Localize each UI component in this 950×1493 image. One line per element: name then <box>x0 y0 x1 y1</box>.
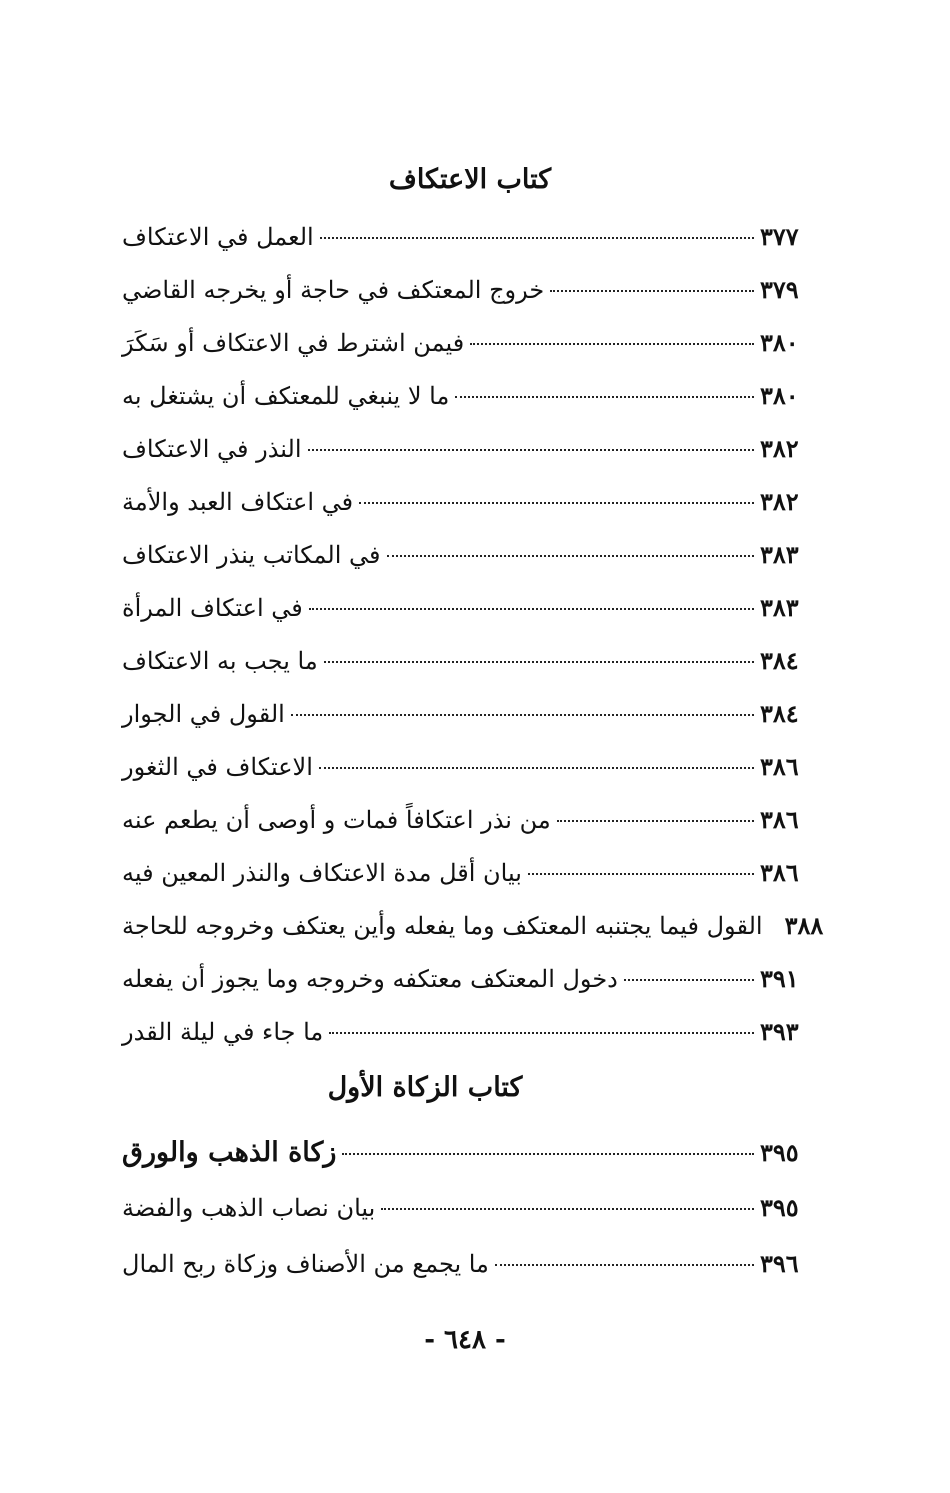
toc-entry <box>122 911 824 964</box>
toc-entry-title: في اعتكاف العبد والأمة <box>122 488 354 516</box>
toc-entry-title: الاعتكاف في الثغور <box>122 753 313 781</box>
toc-entry-page: ٣٧٧ <box>760 222 799 251</box>
dot-leader <box>342 1153 754 1155</box>
toc-entry <box>122 699 812 752</box>
toc-entry-page: ٣٨٢ <box>760 487 799 516</box>
toc-entry-title: من نذر اعتكافاً فمات و أوصى أن يطعم عنه <box>122 806 551 834</box>
dot-leader <box>359 502 754 504</box>
dot-leader <box>470 343 754 345</box>
toc-entry-title: العمل في الاعتكاف <box>122 223 314 251</box>
toc-entry <box>122 434 812 487</box>
toc-entry-title: القول في الجوار <box>122 700 285 728</box>
toc-entry-title: القول فيما يجتنبه المعتكف وما يفعله وأين يعتكف وخروجه للحاجة <box>122 912 763 940</box>
toc-entry-page: ٣٩٥ <box>760 1138 799 1167</box>
toc-entry <box>122 540 812 593</box>
toc-entry-title: ما جاء في ليلة القدر <box>122 1018 324 1046</box>
toc-entry <box>122 487 812 540</box>
toc-entry <box>122 381 812 434</box>
toc-entry <box>122 328 812 381</box>
toc-list-itikaf <box>122 222 824 1070</box>
dot-leader <box>324 661 754 663</box>
toc-entry-title: فيمن اشترط في الاعتكاف أو سَكَرَ <box>122 329 465 357</box>
dot-leader <box>320 237 754 239</box>
toc-entry-page: ٣٨٠ <box>760 328 799 357</box>
section-title-zakat: كتاب الزكاة الأول <box>327 1072 523 1103</box>
toc-entry <box>122 1017 812 1070</box>
dot-leader <box>319 767 754 769</box>
toc-entry-page: ٣٩١ <box>760 964 799 993</box>
dot-leader <box>309 608 754 610</box>
toc-entry <box>122 858 812 911</box>
toc-entry-page: ٣٩٣ <box>760 1017 799 1046</box>
toc-entry-page: ٣٨٦ <box>760 805 799 834</box>
toc-entry-title: في المكاتب ينذر الاعتكاف <box>122 541 381 569</box>
dot-leader <box>308 449 754 451</box>
toc-entry-page: ٣٩٥ <box>760 1193 799 1222</box>
page-number: - ٦٤٨ - <box>424 1325 506 1355</box>
dot-leader <box>550 290 754 292</box>
dot-leader <box>557 820 754 822</box>
toc-entry <box>122 1193 812 1249</box>
dot-leader <box>624 979 754 981</box>
dot-leader <box>329 1032 754 1034</box>
toc-entry <box>122 222 812 275</box>
toc-entry-page: ٣٨٤ <box>760 699 799 728</box>
dot-leader <box>387 555 754 557</box>
dot-leader <box>495 1264 754 1266</box>
toc-entry-title: بيان نصاب الذهب والفضة <box>122 1194 376 1222</box>
toc-entry-page: ٣٨٢ <box>760 434 799 463</box>
toc-entry-title: ما يجمع من الأصناف وزكاة ربح المال <box>122 1250 489 1278</box>
toc-entry-title: خروج المعتكف في حاجة أو يخرجه القاضي <box>122 276 545 304</box>
toc-entry-title: دخول المعتكف معتكفه وخروجه وما يجوز أن يفعله <box>122 965 618 993</box>
toc-entry-page: ٣٨٠ <box>760 381 799 410</box>
toc-entry-page: ٣٧٩ <box>760 275 799 304</box>
toc-entry-page: ٣٨٣ <box>760 593 799 622</box>
toc-entry-page: ٣٨٦ <box>760 752 799 781</box>
toc-entry-title: بيان أقل مدة الاعتكاف والنذر المعين فيه <box>122 859 522 887</box>
dot-leader <box>528 873 754 875</box>
toc-entry <box>122 964 812 1017</box>
toc-entry-title: النذر في الاعتكاف <box>122 435 302 463</box>
dot-leader <box>455 396 754 398</box>
toc-entry-title: في اعتكاف المرأة <box>122 594 303 622</box>
toc-entry <box>122 752 812 805</box>
toc-entry <box>122 646 812 699</box>
section-title-itikaf: كتاب الاعتكاف <box>388 164 552 195</box>
toc-entry-title: زكاة الذهب والورق <box>122 1137 337 1168</box>
toc-entry-title: ما يجب به الاعتكاف <box>122 647 318 675</box>
toc-entry <box>122 1137 812 1193</box>
toc-entry-page: ٣٨٤ <box>760 646 799 675</box>
toc-entry-page: ٣٨٨ <box>784 911 824 940</box>
dot-leader <box>291 714 754 716</box>
toc-entry <box>122 275 812 328</box>
toc-entry-title: ما لا ينبغي للمعتكف أن يشتغل به <box>122 382 450 410</box>
toc-entry-page: ٣٩٦ <box>760 1249 799 1278</box>
dot-leader <box>381 1208 754 1210</box>
toc-entry <box>122 1249 812 1305</box>
toc-entry-page: ٣٨٣ <box>760 540 799 569</box>
toc-entry-page: ٣٨٦ <box>760 858 799 887</box>
toc-entry <box>122 805 812 858</box>
toc-list-zakat <box>122 1137 812 1305</box>
toc-entry <box>122 593 812 646</box>
